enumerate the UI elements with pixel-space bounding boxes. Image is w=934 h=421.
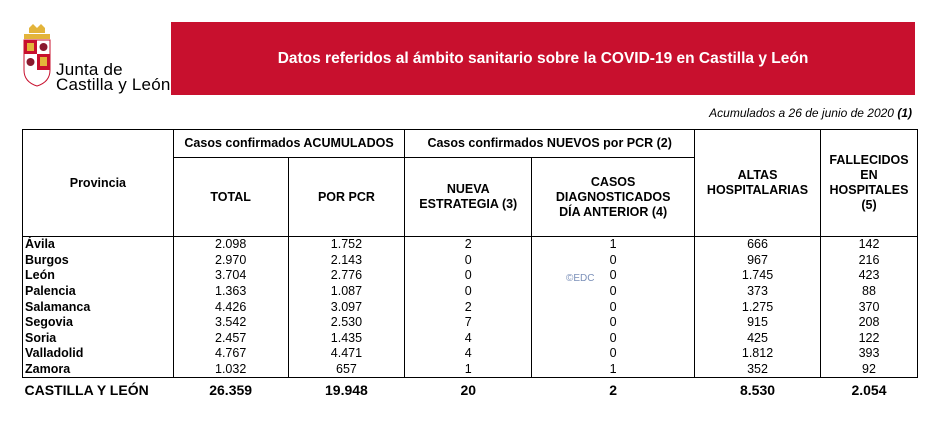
cell-pcr: 3.097	[288, 299, 405, 315]
cell-altas: 915	[695, 315, 821, 331]
cell-provincia: Segovia	[23, 315, 174, 331]
cell-fallecidos: 142	[820, 237, 917, 253]
table-row	[23, 331, 918, 347]
cell-casos: 1	[532, 237, 695, 253]
cell-altas: 1.745	[695, 268, 821, 284]
header-fallecidos-line: EN	[860, 168, 878, 182]
header-total: TOTAL	[173, 158, 288, 237]
coat-of-arms-icon	[22, 24, 52, 88]
total-total: 26.359	[209, 381, 253, 398]
cell-total: 1.032	[173, 362, 288, 378]
header-casos-line: DIAGNOSTICADOS	[555, 189, 671, 204]
table-row	[23, 362, 918, 378]
cell-casos: 0	[532, 284, 695, 300]
date-caption	[709, 106, 912, 120]
header-casos-line: CASOS	[590, 174, 636, 189]
cell-fallecidos: 122	[820, 331, 917, 347]
header-nueva-line: NUEVA	[446, 182, 490, 196]
cell-casos: 1	[532, 362, 695, 378]
date-text: Acumulados a 26 de junio de 2020	[709, 106, 894, 120]
cell-nueva: 0	[405, 253, 532, 269]
cell-pcr: 1.435	[288, 331, 405, 347]
total-casos: 2	[609, 381, 618, 398]
table-row	[23, 268, 918, 284]
watermark: ©EDC	[566, 273, 595, 284]
cell-provincia: Valladolid	[23, 346, 174, 362]
cell-fallecidos: 216	[820, 253, 917, 269]
total-row	[23, 378, 918, 403]
cell-provincia: Zamora	[23, 362, 174, 378]
cell-nueva: 2	[405, 299, 532, 315]
cell-pcr: 1.087	[288, 284, 405, 300]
cell-nueva: 4	[405, 331, 532, 347]
cell-provincia: Palencia	[23, 284, 174, 300]
header-casos-line: DÍA ANTERIOR (4)	[559, 204, 668, 219]
cell-pcr: 4.471	[288, 346, 405, 362]
cell-fallecidos: 370	[820, 299, 917, 315]
cell-nueva: 1	[405, 362, 532, 378]
cell-total: 2.970	[173, 253, 288, 269]
cell-pcr: 657	[288, 362, 405, 378]
date-note: (1)	[897, 106, 912, 120]
total-nueva: 20	[460, 381, 477, 398]
total-fallecidos: 2.054	[851, 381, 887, 398]
header-altas-line: ALTAS	[737, 168, 778, 182]
table-row	[23, 237, 918, 253]
total-pcr: 19.948	[325, 381, 368, 398]
table-row	[23, 299, 918, 315]
total-provincia: CASTILLA Y LEÓN	[24, 381, 149, 398]
cell-provincia: León	[23, 268, 174, 284]
cell-total: 1.363	[173, 284, 288, 300]
header-fallecidos-line: FALLECIDOS	[829, 153, 909, 167]
cell-altas: 1.275	[695, 299, 821, 315]
table-row	[23, 346, 918, 362]
cell-nueva: 4	[405, 346, 532, 362]
cell-casos: 0	[532, 253, 695, 269]
cell-altas: 967	[695, 253, 821, 269]
cell-total: 2.457	[173, 331, 288, 347]
cell-casos: 0	[532, 268, 695, 284]
cell-pcr: 2.143	[288, 253, 405, 269]
cell-altas: 1.812	[695, 346, 821, 362]
header-altas-line: HOSPITALARIAS	[706, 183, 809, 197]
cell-total: 4.767	[173, 346, 288, 362]
cell-fallecidos: 208	[820, 315, 917, 331]
cell-pcr: 2.776	[288, 268, 405, 284]
cell-total: 3.542	[173, 315, 288, 331]
header-nueva-estrategia	[405, 158, 532, 237]
org-line1: Junta de	[56, 60, 123, 79]
table-row	[23, 253, 918, 269]
junta-logo	[18, 18, 171, 98]
cell-nueva: 7	[405, 315, 532, 331]
header-altas	[695, 130, 821, 237]
cell-altas: 666	[695, 237, 821, 253]
cell-total: 2.098	[173, 237, 288, 253]
header-fallecidos-line: (5)	[861, 198, 877, 212]
covid-data-table	[22, 129, 918, 402]
cell-altas: 425	[695, 331, 821, 347]
cell-fallecidos: 88	[820, 284, 917, 300]
cell-fallecidos: 393	[820, 346, 917, 362]
page-title: Datos referidos al ámbito sanitario sobre la COVID-19 en Castilla y León	[277, 49, 809, 67]
cell-total: 4.426	[173, 299, 288, 315]
cell-pcr: 2.530	[288, 315, 405, 331]
table-row	[23, 315, 918, 331]
cell-provincia: Burgos	[23, 253, 174, 269]
cell-casos: 0	[532, 331, 695, 347]
cell-altas: 373	[695, 284, 821, 300]
header-fallecidos	[820, 130, 917, 237]
header-casos-dia-anterior	[532, 158, 695, 237]
cell-nueva: 0	[405, 268, 532, 284]
org-name	[56, 62, 171, 92]
cell-fallecidos: 423	[820, 268, 917, 284]
cell-nueva: 0	[405, 284, 532, 300]
title-banner	[171, 22, 915, 95]
cell-provincia: Ávila	[23, 237, 174, 253]
header-nuevos: Casos confirmados NUEVOS por PCR (2)	[405, 130, 695, 158]
cell-pcr: 1.752	[288, 237, 405, 253]
cell-total: 3.704	[173, 268, 288, 284]
cell-casos: 0	[532, 299, 695, 315]
cell-provincia: Soria	[23, 331, 174, 347]
table-row	[23, 284, 918, 300]
cell-altas: 352	[695, 362, 821, 378]
total-altas: 8.530	[739, 381, 776, 398]
header-acumulados: Casos confirmados ACUMULADOS	[173, 130, 405, 158]
cell-casos: 0	[532, 346, 695, 362]
cell-nueva: 2	[405, 237, 532, 253]
cell-casos: 0	[532, 315, 695, 331]
header-provincia: Provincia	[23, 130, 174, 237]
cell-provincia: Salamanca	[23, 299, 174, 315]
cell-fallecidos: 92	[820, 362, 917, 378]
header-fallecidos-line: HOSPITALES	[829, 183, 909, 197]
header-nueva-line: ESTRATEGIA (3)	[419, 197, 518, 211]
org-line2: Castilla y León	[56, 75, 171, 94]
header-por-pcr: POR PCR	[288, 158, 405, 237]
